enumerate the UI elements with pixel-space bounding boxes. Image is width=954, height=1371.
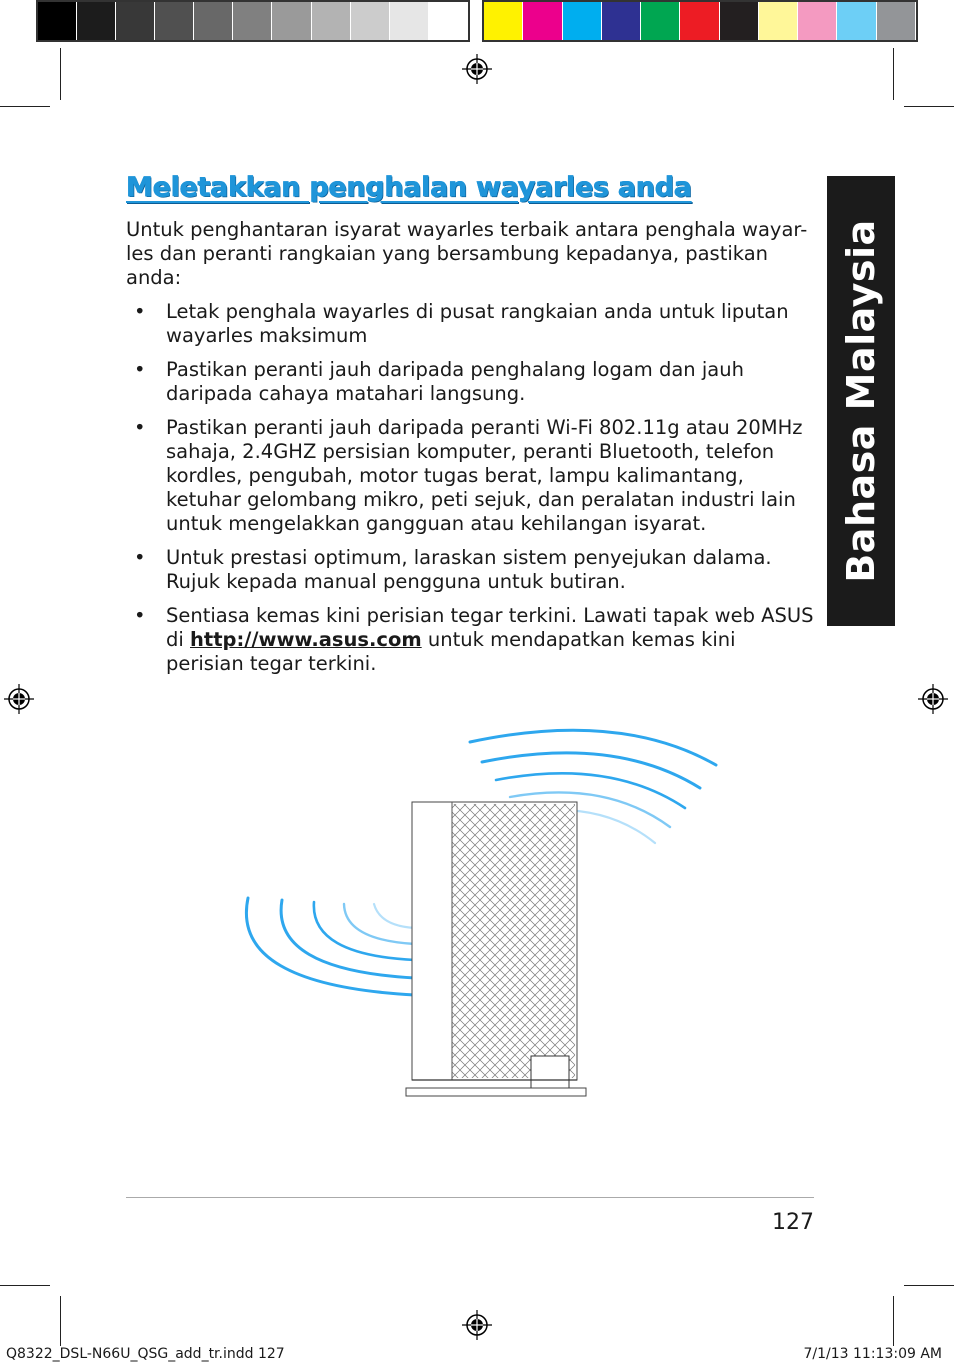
color-swatch — [720, 2, 759, 40]
color-swatch — [602, 2, 641, 40]
crop-mark — [60, 48, 61, 100]
color-swatch — [312, 2, 351, 40]
color-swatch — [429, 2, 468, 40]
registration-mark-icon — [462, 1310, 492, 1340]
file-slug: Q8322_DSL-N66U_QSG_add_tr.indd 127 — [6, 1346, 285, 1362]
wireless-signal-left-icon — [246, 898, 415, 995]
bullet-mark: • — [134, 604, 146, 627]
section-heading: Meletakkan penghalan wayarles anda — [126, 172, 692, 203]
page-number: 127 — [772, 1210, 814, 1235]
color-swatch — [641, 2, 680, 40]
crop-mark — [60, 1296, 61, 1346]
color-swatch — [38, 2, 77, 40]
bullet-mark: • — [134, 546, 146, 569]
placement-tips-list — [126, 300, 818, 686]
color-swatch — [523, 2, 562, 40]
crop-mark — [0, 106, 50, 107]
crop-mark — [893, 1296, 894, 1346]
color-swatch — [484, 2, 523, 40]
footer-divider — [126, 1197, 814, 1198]
crop-mark — [904, 106, 954, 107]
router-placement-illustration — [230, 720, 730, 1110]
list-item — [126, 546, 818, 594]
color-swatch — [272, 2, 311, 40]
language-side-tab — [827, 176, 895, 626]
list-item-text: Sentiasa kemas kini perisian tegar terkini. Lawati tapak web ASUS di — [166, 604, 814, 651]
list-item-text: Untuk prestasi optimum, laraskan sistem penyejukan dalama. Rujuk kepada manual pengguna untuk butiran. — [166, 546, 772, 593]
list-item-text: Pastikan peranti jauh daripada penghalang logam dan jauh daripada cahaya matahari langsung. — [166, 358, 744, 405]
registration-mark-icon — [918, 684, 948, 714]
list-item — [126, 300, 818, 348]
color-swatch — [233, 2, 272, 40]
grayscale-bar — [36, 0, 470, 42]
list-item-text: untuk mendapatkan kemas kini perisian tegar terkini. — [166, 628, 736, 675]
registration-mark-icon — [4, 684, 34, 714]
language-tab-label: Bahasa Malaysia — [839, 219, 883, 583]
bullet-mark: • — [134, 358, 146, 381]
color-swatch — [116, 2, 155, 40]
color-swatch — [837, 2, 876, 40]
list-item — [126, 604, 818, 676]
color-swatch — [390, 2, 429, 40]
list-item — [126, 358, 818, 406]
color-swatch — [563, 2, 602, 40]
asus-website-link[interactable]: http://www.asus.com — [190, 628, 422, 651]
print-timestamp: 7/1/13 11:13:09 AM — [803, 1346, 942, 1362]
color-swatch — [877, 2, 916, 40]
list-item-text: Letak penghala wayarles di pusat rangkaian anda untuk liputan wayarles maksimum — [166, 300, 789, 347]
color-swatch — [680, 2, 719, 40]
color-swatch — [759, 2, 798, 40]
color-swatch — [77, 2, 116, 40]
color-swatch — [194, 2, 233, 40]
router-device-icon — [406, 802, 586, 1096]
crop-mark — [0, 1285, 50, 1286]
color-swatch — [155, 2, 194, 40]
list-item-text: Pastikan peranti jauh daripada peranti Wi-Fi 802.11g atau 20MHz sahaja, 2.4GHZ persisian komputer, peranti Bluetooth, telefon kordles, pengubah, motor tugas berat, lampu kalimantang, ketuhar gelombang mikro, peti sejuk, dan peralatan industri lain untuk mengelakkan gangguan atau kehilangan isyarat. — [166, 416, 803, 535]
bullet-mark: • — [134, 300, 146, 323]
color-swatch — [351, 2, 390, 40]
process-color-bar — [482, 0, 918, 42]
bullet-mark: • — [134, 416, 146, 439]
color-swatch — [798, 2, 837, 40]
registration-mark-icon — [462, 54, 492, 84]
intro-paragraph: Untuk penghantaran isyarat wayarles terbaik antara penghala wayar-les dan peranti rangkaian yang bersambung kepadanya, pastikan anda: — [126, 218, 808, 289]
crop-mark — [904, 1285, 954, 1286]
list-item — [126, 416, 818, 536]
crop-mark — [893, 48, 894, 100]
